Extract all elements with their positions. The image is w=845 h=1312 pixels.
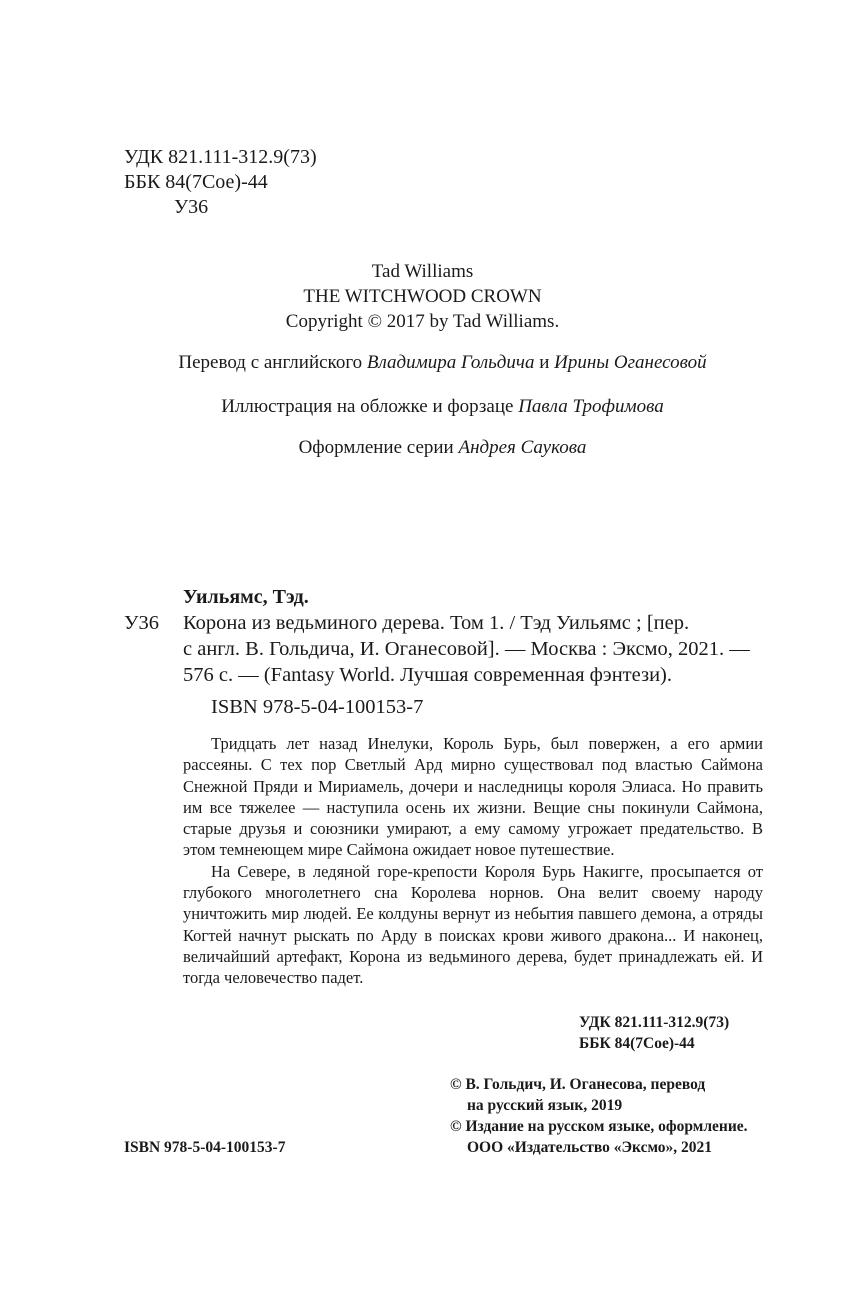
annotation bbox=[183, 733, 763, 989]
copyright-translation-line-1: © В. Гольдич, И. Оганесова, перевод bbox=[450, 1076, 706, 1093]
bbk-code-bottom: ББК 84(7Сое)-44 bbox=[579, 1035, 695, 1052]
copyright-edition-line-2: ООО «Издательство «Эксмо», 2021 bbox=[467, 1139, 713, 1156]
bib-author-heading: Уильямс, Тэд. bbox=[183, 586, 309, 608]
illustrator: Павла Трофимова bbox=[518, 396, 664, 417]
copyright-edition-line-1: © Издание на русском языке, оформление. bbox=[450, 1118, 748, 1135]
author-sign-code: У36 bbox=[174, 196, 209, 218]
designer: Андрея Саукова bbox=[458, 437, 587, 458]
udk-code-bottom: УДК 821.111-312.9(73) bbox=[579, 1014, 730, 1031]
translator-2: Ирины Оганесовой bbox=[554, 352, 707, 373]
annotation-paragraph-2: На Севере, в ледяной горе-крепости Короля Бурь Накигге, просыпается от глубокого многолетнего сна Королева норнов. Она велит своему народу уничтожить мир людей. Ее колдуны вернут из небытия павшего демона, а отряды Когтей начнут рыскать по Арду в поисках крови живого дракона... И наконец, величайший артефакт, Корона из ведьминого дерева, будет принадлежать ей. И тогда человечество падет. bbox=[183, 861, 763, 988]
translation-credit bbox=[0, 350, 845, 375]
bib-isbn: ISBN 978-5-04-100153-7 bbox=[211, 696, 424, 718]
bib-line-1: Корона из ведьминого дерева. Том 1. / Тэд Уильямс ; [пер. bbox=[183, 612, 690, 634]
translation-prefix: Перевод с английского bbox=[178, 352, 363, 373]
bib-code: У36 bbox=[124, 612, 160, 634]
udk-code: УДК 821.111-312.9(73) bbox=[124, 146, 317, 168]
bib-line-2: с англ. В. Гольдича, И. Оганесовой]. — Москва : Эксмо, 2021. — bbox=[183, 638, 750, 660]
original-author: Tad Williams bbox=[371, 261, 474, 282]
bbk-code: ББК 84(7Сое)-44 bbox=[124, 171, 268, 193]
annotation-paragraph-1: Тридцать лет назад Инелуки, Король Бурь, был повержен, а его армии рассеяны. С тех пор Светлый Ард мирно существовал под властью Саймона Снежной Пряди и Мириамель, дочери и наследницы короля Элиаса. Но править им все тяжелее — наступила осень их жизни. Вещие сны покинули Саймона, старые друзья и союзники умирают, а ему самому угрожает предательство. В этом темнеющем мире Саймона ожидает новое путешествие. bbox=[183, 734, 763, 860]
design-credit bbox=[0, 435, 845, 460]
copyright-translation-line-2: на русский язык, 2019 bbox=[467, 1097, 623, 1114]
footer-isbn: ISBN 978-5-04-100153-7 bbox=[124, 1139, 286, 1156]
translation-and: и bbox=[539, 352, 550, 373]
illustration-prefix: Иллюстрация на обложке и форзаце bbox=[221, 396, 514, 417]
bib-line-3: 576 с. — (Fantasy World. Лучшая современная фэнтези). bbox=[183, 664, 672, 686]
original-copyright: Copyright © 2017 by Tad Williams. bbox=[285, 311, 560, 332]
translator-1: Владимира Гольдича bbox=[366, 352, 535, 373]
illustration-credit bbox=[0, 394, 845, 419]
design-prefix: Оформление серии bbox=[298, 437, 454, 458]
original-title: THE WITCHWOOD CROWN bbox=[303, 286, 542, 307]
